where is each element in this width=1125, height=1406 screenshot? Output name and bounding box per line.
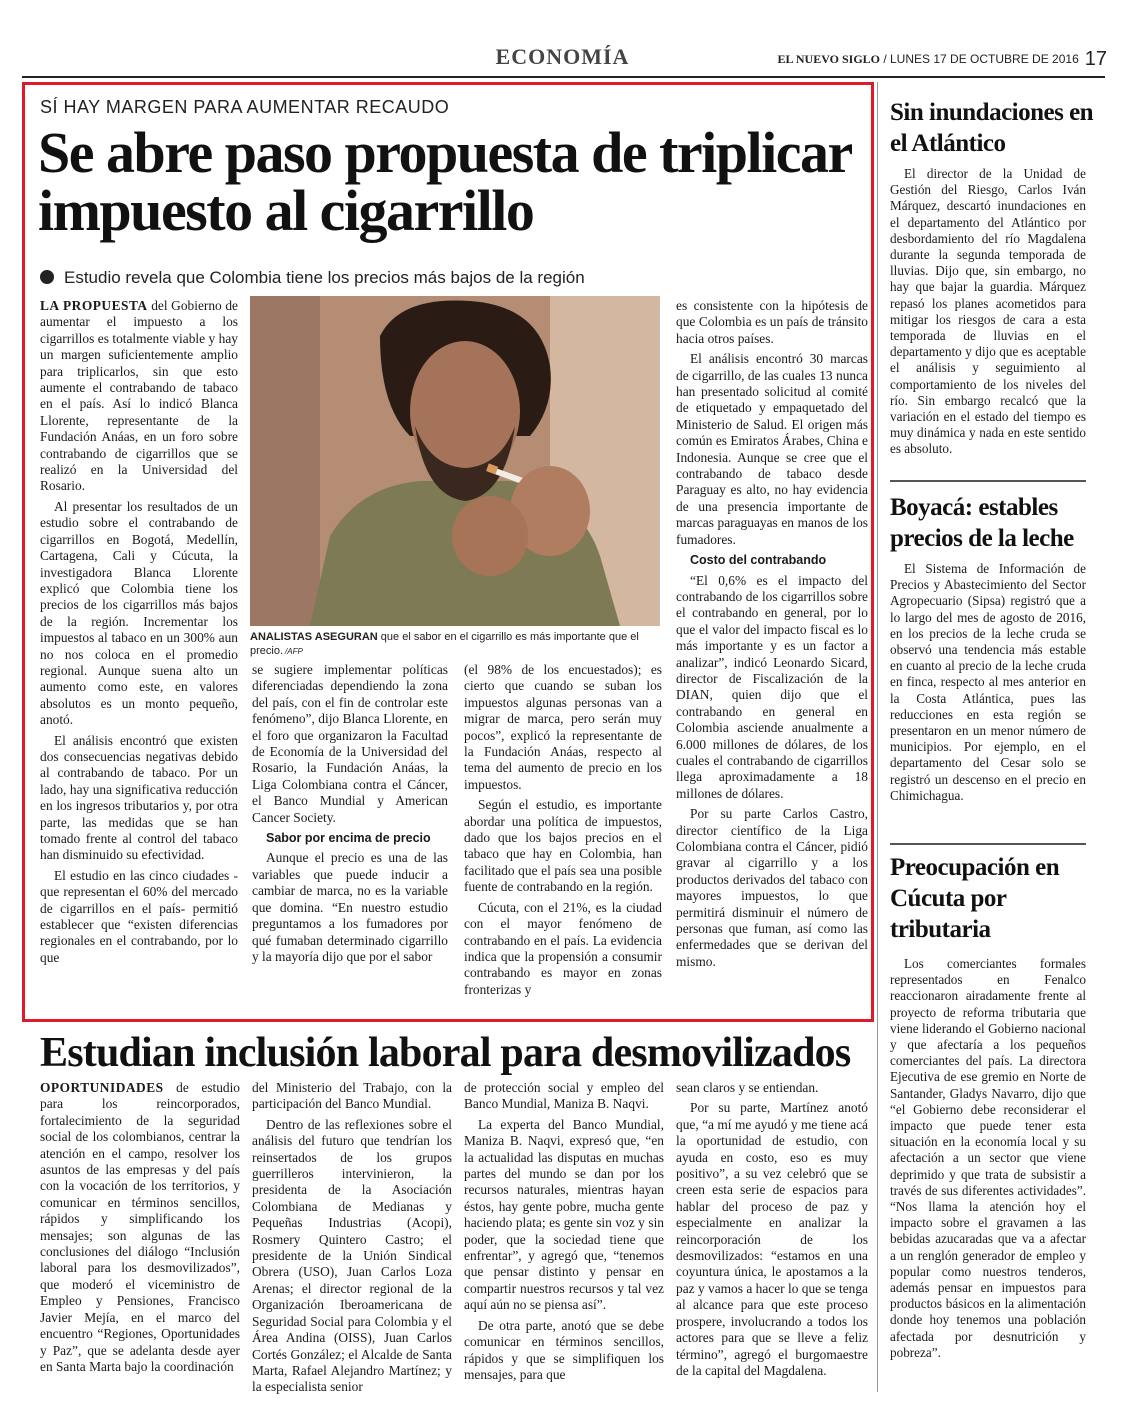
lead-text: del Gobierno de aumentar el impuesto a los cigarrillos es totalmente viable y hay un margen suficientemente amplio para triplicarlos, sin que esto aumente el contrabando de tabaco en el país. Así lo indicó Blanca Llorente, representante de la Fundación Anáas, en un foro sobre contrabando de cigarrillos que se realizó en la Universidad del Rosario. — [40, 298, 238, 494]
article-column-2 — [252, 662, 448, 1018]
article-subhead — [40, 268, 585, 288]
paragraph: sean claros y se entiendan. — [676, 1080, 819, 1095]
page-number: 17 — [1084, 48, 1107, 70]
article-column-1 — [40, 1080, 240, 1398]
brief-headline: Boyacá: estables precios de la leche — [890, 494, 1074, 552]
article-column-4 — [676, 298, 868, 1018]
paragraph: del Ministerio del Trabajo, con la participación del Banco Mundial. — [252, 1080, 452, 1112]
paragraph — [40, 298, 238, 495]
brief-body — [890, 561, 1086, 837]
smoker-photo-illustration — [250, 296, 660, 626]
column-divider — [877, 82, 878, 1392]
article-photo — [250, 296, 660, 626]
paragraph: Por su parte Carlos Castro, director científico de la Liga Colombiana contra el Cáncer, pidió gravar al cigarrillo y a los productos derivados del tabaco con mayores impuestos, lo que permitirá disminuir el número de personas que fuman, así como las enfermedades que se derivan del mismo. — [676, 806, 868, 969]
paragraph: Aunque el precio es una de las variables que puede inducir a cambiar de marca, no es la variable que domina. “En nuestro estudio preguntamos a los fumadores por qué fumaban determinado cigarrillo y la mayoría dijo que por el sabor — [252, 850, 448, 964]
section-subtitle: Costo del contrabando — [690, 553, 827, 568]
article-kicker: SÍ HAY MARGEN PARA AUMENTAR RECAUDO — [40, 97, 450, 117]
publication-date: / LUNES 17 DE OCTUBRE DE 2016 — [880, 52, 1079, 66]
brief-divider — [890, 843, 1086, 845]
paragraph: La experta del Banco Mundial, Maniza B. Naqvi, expresó que, “en la actualidad las disputas en muchas partes del mundo se dan por los recursos naturales, mientras hayan éstos, hay gente pobre, mucha gente haciendo plata; es gente sin voz y sin poder, que la sociedad tiene que enfrentar”, y agregó que, “tenemos que pensar distinto y pensar en compartir nuestros recursos y tal vez aquí aún no se piensa así”. — [464, 1116, 664, 1313]
article-column-3 — [464, 662, 662, 1018]
article-headline: Se abre paso propuesta de triplicar impuesto al cigarrillo — [38, 120, 851, 243]
paragraph: Los comerciantes formales representados en Fenalco reaccionaron airadamente frente al proyecto de reforma tributaria que viene liderando el Gobierno nacional y que afectaría a los pequeños comerciantes del país. La directora Ejecutiva de ese gremio en Norte de Santander, Gladys Navarro, dijo que “el Gobierno debe reconsiderar el impacto que puede tener esta situación en la economía local y su afectación a un sector que viene deprimido y que trata de subsistir a través de sus diferentes actividades”. “Nos llama la atención hoy el impacto sobre el gravamen a las bebidas azucaradas que va a afectar a un renglón generador de empleo y popular como nuestros tenderos, además pensar en impuestos para productos básicos en la alimentación donde hoy tenemos una población afectada por desnutrición y pobreza”. — [890, 956, 1086, 1360]
brief-divider — [890, 480, 1086, 482]
article-column-3 — [464, 1080, 664, 1398]
paragraph: Según el estudio, es importante abordar una política de impuestos, dado que los bajos precios en el tabaco que hay en Colombia, han facilitado que el país sea una posible fuente de contrabando en la región. — [464, 797, 662, 895]
photo-caption — [250, 630, 660, 659]
caption-text: que el sabor en el cigarrillo es más importante que el precio. — [250, 631, 639, 657]
brief-body — [890, 166, 1086, 472]
section-name: ECONOMÍA — [495, 44, 630, 69]
paragraph: Cúcuta, con el 21%, es la ciudad con el mayor fenómeno de contrabando en el país. La evidencia indica que la propensión a consumir contrabando es mayor en zonas fronterizas y — [464, 899, 662, 997]
paragraph: El estudio en las cinco ciudades -que representan el 60% del mercado de cigarrillos en el país- permitió establecer que “existen diferencias regionales en el contrabando, por lo que — [40, 867, 238, 965]
paragraph — [40, 1080, 240, 1375]
section-subtitle: Sabor por encima de precio — [266, 831, 431, 846]
lead-text: de estudio para los reincorporados, fortalecimiento de la seguridad social de los colombianos, centrar la atención en el campo, resolver los asuntos de las empresas y del país con la vocación de los territorios, y comunicar en términos sencillos, rápidos y simplificando los mensajes; son algunas de las conclusiones del diálogo “Inclusión laboral para los desmovilizados”, que moderó el viceministro de Empleo y Pensiones, Francisco Javier Mejía, en el marco del encuentro “Regiones, Oportunidades y Paz”, que se adelanta desde ayer en Santa Marta bajo la coordinación — [40, 1080, 240, 1374]
article-column-4 — [676, 1080, 868, 1398]
brief-headline: Preocupación en Cúcuta por tributaria — [890, 854, 1060, 943]
lead-caps: OPORTUNIDADES — [40, 1080, 164, 1095]
paragraph: El análisis encontró 30 marcas de cigarrillo, de las cuales 13 nunca han presentado solicitud al comité de etiquetado y empaquetado del Ministerio de Salud. El origen más común es Emiratos Árabes, China e Indonesia. Aunque se cree que el contrabando de tabaco desde Paraguay es alto, no hay evidencia de una presencia importante de marcas paraguayas en manos de los fumadores. — [676, 351, 868, 547]
bullet-icon — [40, 270, 54, 284]
paragraph: es consistente con la hipótesis de que Colombia es un país de tránsito hacia otros países. — [676, 298, 868, 346]
paragraph: (el 98% de los encuestados); es cierto que cuando se suban los impuestos algunas personas van a migrar de marca, pero serán muy pocos”, explicó la representante de la Fundación Anáas, respecto al tema del aumento de precio en los impuestos. — [464, 662, 662, 792]
caption-lead: ANALISTAS ASEGURAN — [250, 631, 378, 643]
paragraph: Al presentar los resultados de un estudio sobre el contrabando de cigarrillos en Bogotá, Medellín, Cartagena, Cali y Cúcuta, la investigadora Blanca Llorente explicó que Colombia tiene los precios de los cigarrillos más bajos de la región. Incrementar los impuestos al tabaco en un 300% aun no nos coloca en el promedio regional. Aunque suena alto un aumento como este, en valores absolutos es un monto pequeño, anotó. — [40, 498, 238, 728]
brief-body — [890, 956, 1086, 1396]
masthead — [778, 48, 1107, 71]
paragraph: “El 0,6% es el impacto del contrabando de los cigarrillos sobre el contrabando en general, por lo que el valor del impacto fiscal es lo más importante y es un factor a analizar”, indicó Leonardo Sicard, director de Fiscalización de la DIAN, quien dijo que el contrabando en general en Colombia asciende anualmente a 6.000 millones de dólares, de los cuales el contrabando de cigarrillos llega aproximadamente a 18 millones de dólares. — [676, 572, 868, 801]
photo-credit: /AFP — [285, 647, 303, 656]
lead-caps: LA PROPUESTA — [40, 298, 148, 313]
paragraph: El director de la Unidad de Gestión del Riesgo, Carlos Iván Márquez, descartó inundaciones en el departamento del Atlántico por desbordamiento del río Magdalena durante la segunda temporada de lluvias. Dijo que, sin embargo, no hay que bajar la guardia. Márquez repasó los planes acometidos para mitigar los riesgos de cara a esta temporada de lluvias en el departamento y dijo que es aceptable el análisis y seguimiento al comportamiento de los niveles del río. Sin embargo recalcó que la variación en el estado del tiempo es muy dinámica y nada en este sentido es absoluto. — [890, 166, 1086, 457]
paragraph: Por su parte, Martínez anotó que, “a mí me ayudó y me tiene acá la oportunidad de estudio, con ayuda en costo, eso es muy positivo”, a su vez celebró que se creen esta serie de espacios para hablar del proceso de paz y especialmente en analizar la reincorporación de los desmovilizados: “estamos en una coyuntura única, le apostamos a la paz y vamos a hacer lo que se tenga al alcance para que este proceso prospere, involucrando a todos los actores para que se lleve a feliz término”, agregó el burgomaestre de la capital del Magdalena. — [676, 1100, 868, 1378]
article-column-2 — [252, 1080, 452, 1398]
paragraph: El Sistema de Información de Precios y Abastecimiento del Sector Agropecuario (Sipsa) registró que a lo largo del mes de agosto de 2016, en los precios de la leche cruda se observó una tendencia más estable en cuanto al precio de la leche cruda en finca, respecto al mes anterior en la Costa Atlántica, pues las reducciones en esta región se presentaron en un menor número de municipios. Por ejemplo, en el departamento del Cesar solo se registró un descenso en el precio en Chimichagua. — [890, 561, 1086, 803]
publication-name: EL NUEVO SIGLO — [777, 52, 880, 66]
article-headline: Estudian inclusión laboral para desmovilizados — [40, 1030, 851, 1076]
paragraph: Dentro de las reflexiones sobre el análisis del futuro que tendrían los reinsertados de los grupos guerrilleros intervinieron, la presidenta de la Asociación Colombiana de Medianas y Pequeñas Industrias (Acopi), Rosmery Quintero Castro; el presidente de la Unión Sindical Obrera (USO), Juan Carlos Loza Arenas; el director regional de la Organización Iberoamericana de Seguridad Social para Colombia y el Área Andina (OISS), Juan Carlos Cortés González; el Alcalde de Santa Marta, Rafael Alejandro Martínez; y la especialista senior — [252, 1116, 452, 1395]
paragraph: se sugiere implementar políticas diferenciadas dependiendo la zona del país, con el fin de controlar este fenómeno”, dijo Blanca Llorente, en el foro que organizaron la Facultad de Economía de la Universidad del Rosario, la Fundación Anáas, la Liga Colombiana contra el Cáncer, el Banco Mundial y American Cancer Society. — [252, 662, 448, 825]
brief-headline: Sin inundaciones en el Atlántico — [890, 99, 1094, 157]
paragraph: El análisis encontró que existen dos consecuencias negativas debido al contrabando de tabaco. Por un lado, hay una significativa reducción en los ingresos tributarios y, por otra parte, las medidas que se han tomado frente al control del tabaco han disminuido su efectividad. — [40, 732, 238, 863]
subhead-text: Estudio revela que Colombia tiene los precios más bajos de la región — [64, 268, 585, 287]
paragraph: de protección social y empleo del Banco Mundial, Maniza B. Naqvi. — [464, 1080, 664, 1112]
paragraph: De otra parte, anotó que se debe comunicar en términos sencillos, rápidos y que se simplifiquen los mensajes, para que — [464, 1317, 664, 1382]
article-column-1 — [40, 298, 238, 1018]
